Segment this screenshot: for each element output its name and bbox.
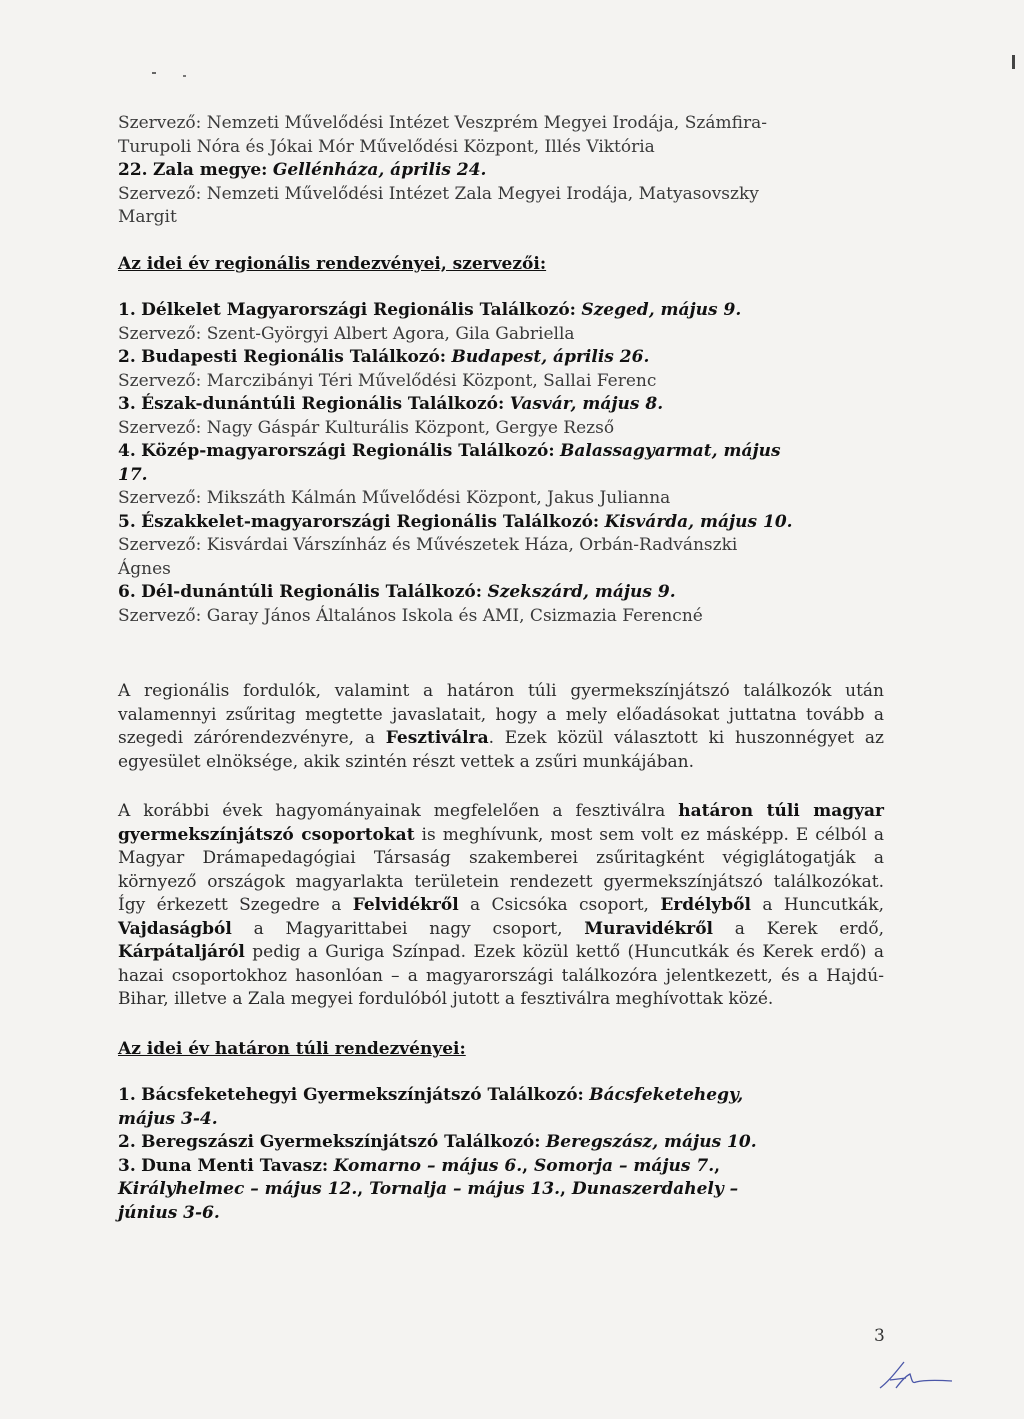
- regional-item: [118, 393, 884, 417]
- item-number: 5.: [118, 511, 136, 532]
- item-title: Bácsfeketehegyi Gyermekszínjátszó Találkozó:: [141, 1085, 584, 1105]
- item-place-date: Budapest, április 26.: [451, 347, 650, 367]
- region-muravidek: Muravidékről: [584, 918, 714, 939]
- paragraph-selection: [118, 680, 884, 774]
- item-place-date: Komarno – május 6.: [333, 1155, 523, 1176]
- item-place-date: Kisvárda, május 10.: [604, 511, 793, 532]
- item-title: Észak-dunántúli Regionális Találkozó:: [141, 394, 505, 414]
- paragraph-text: A korábbi évek hagyományainak megfelelően a fesztiválra: [118, 801, 679, 821]
- region-felvidek: Felvidékről: [352, 895, 459, 915]
- scan-speck: [152, 72, 156, 74]
- regional-item: [118, 299, 884, 323]
- item-number: 1.: [118, 300, 136, 320]
- item-number: 3.: [118, 1155, 136, 1176]
- regional-item: [118, 346, 884, 370]
- paragraph-text: a Huncutkák,: [750, 895, 884, 915]
- organizer-line: Turupoli Nóra és Jókai Mór Művelődési Központ, Illés Viktória: [118, 136, 655, 157]
- regional-list: [118, 299, 884, 628]
- item-place-date: Balassagyarmat, május: [560, 441, 781, 461]
- county-entry: [118, 159, 884, 183]
- item-title: Közép-magyarországi Regionális Találkozó:: [141, 441, 555, 461]
- paragraph-text: a Kerek erdő,: [713, 918, 884, 939]
- item-title: Délkelet Magyarországi Regionális Találkozó:: [141, 300, 576, 320]
- item-title: Dél-dunántúli Regionális Találkozó:: [141, 582, 483, 602]
- paragraph-text: A regionális fordulók, valamint a határon túli gyermekszínjátszó találkozók után valamennyi zsűritag megtette javaslatait, hogy a mely előadásokat juttatna tovább a szegedi zárórendezvényre, a: [118, 681, 884, 748]
- item-title: Budapesti Regionális Találkozó:: [141, 347, 447, 367]
- item-number: 2.: [118, 347, 136, 367]
- item-place-date: Beregszász, május 10.: [545, 1132, 757, 1152]
- item-number: 4.: [118, 441, 136, 461]
- paragraph-text: is meghívunk, most sem volt ez másképp. E célból a Magyar Drámapedagógiai Társaság szakemberei zsűritagként végiglátogatják a környező országok magyarlakta területein rendezett gyermekszínjátszó találkozókat. Így érkezett Szegedre a: [118, 824, 884, 915]
- document-page: [118, 112, 884, 1225]
- paragraph-bold: határon túli magyar gyermekszínjátszó csoportokat: [118, 801, 884, 845]
- section-heading-regional: Az idei év regionális rendezvényei, szervezői:: [118, 253, 547, 274]
- scan-speck: [183, 75, 186, 77]
- page-number: 3: [874, 1326, 885, 1346]
- organizer-line: Szervező: Mikszáth Kálmán Művelődési Központ, Jakus Julianna: [118, 488, 671, 508]
- entry-place-date: Gellénháza, április 24.: [272, 160, 487, 180]
- scan-mark: [1012, 55, 1015, 69]
- organizer-line: Szervező: Nemzeti Művelődési Intézet Veszprém Megyei Irodája, Számfira-: [118, 113, 767, 133]
- section-heading-abroad: Az idei év határon túli rendezvényei:: [118, 1038, 466, 1059]
- item-number: 3.: [118, 394, 136, 414]
- item-place-date: Somorja – május 7.: [533, 1155, 715, 1176]
- item-place-date: Bácsfeketehegy,: [589, 1085, 744, 1105]
- organizer-line: Margit: [118, 207, 177, 227]
- organizer-line: Szervező: Kisvárdai Várszínház és Művészetek Háza, Orbán-Radvánszki: [118, 535, 738, 555]
- item-place-date: Királyhelmec – május 12.: [118, 1179, 358, 1199]
- entry-number: 22.: [118, 160, 148, 180]
- organizer-line: Ágnes: [118, 558, 171, 579]
- paragraph-bold: Fesztiválra: [385, 728, 489, 748]
- abroad-item-cont: Királyhelmec – május 12., Tornalja – május 13., Dunaszerdahely –: [118, 1179, 739, 1199]
- abroad-item: [118, 1084, 884, 1108]
- organizer-line: Szervező: Nemzeti Művelődési Intézet Zala Megyei Irodája, Matyasovszky: [118, 183, 759, 204]
- item-title: Északkelet-magyarországi Regionális Találkozó:: [141, 511, 600, 532]
- regional-item: [118, 440, 884, 464]
- item-place-date: Vasvár, május 8.: [509, 394, 664, 414]
- region-vajdasag: Vajdaságból: [118, 918, 232, 939]
- regional-item: [118, 511, 884, 535]
- item-place-date: Tornalja – május 13.: [369, 1179, 561, 1199]
- item-title: Beregszászi Gyermekszínjátszó Találkozó:: [141, 1132, 541, 1152]
- item-number: 2.: [118, 1132, 136, 1152]
- organizer-line: Szervező: Nagy Gáspár Kulturális Központ, Gergye Rezső: [118, 417, 615, 438]
- paragraph-text: a Magyarittabei nagy csoport,: [231, 918, 585, 939]
- item-place-date: Szekszárd, május 9.: [487, 582, 676, 602]
- paragraph-text: . Ezek közül választott ki huszonnégyet az egyesület elnöksége, akik szintén részt vettek a zsűri munkájában.: [118, 728, 884, 772]
- item-place-date: Dunaszerdahely –: [571, 1179, 739, 1199]
- signature-initials: [876, 1358, 956, 1392]
- organizer-line: Szervező: Garay János Általános Iskola és AMI, Csizmazia Ferencné: [118, 605, 703, 626]
- abroad-item: 3. Duna Menti Tavasz: Komarno – május 6., Somorja – május 7.,: [118, 1155, 721, 1176]
- paragraph-text: pedig a Guriga Színpad. Ezek közül kettő (Huncutkák és Kerek erdő) a hazai csoportokhoz hasonlóan – a magyarországi találkozóra jelentkezett, és a Hajdú-Bihar, illetve a Zala megyei fordulóból jutott a fesztiválra meghívottak közé.: [118, 942, 884, 1009]
- abroad-list: [118, 1084, 884, 1225]
- region-karpatalja: Kárpátaljáról: [118, 942, 245, 962]
- paragraph-text: a Csicsóka csoport,: [458, 895, 661, 915]
- item-number: 6.: [118, 582, 136, 602]
- organizer-line: Szervező: Szent-Györgyi Albert Agora, Gila Gabriella: [118, 323, 575, 344]
- paragraph-cross-border: [118, 800, 884, 1012]
- item-place-date: Szeged, május 9.: [581, 300, 742, 320]
- item-title: Duna Menti Tavasz:: [141, 1155, 329, 1176]
- abroad-item: [118, 1131, 884, 1155]
- organizer-line: Szervező: Marczibányi Téri Művelődési Központ, Sallai Ferenc: [118, 370, 657, 391]
- item-place-date-cont: május 3-4.: [118, 1108, 218, 1129]
- entry-title: Zala megye:: [152, 160, 268, 180]
- item-place-date-cont: június 3-6.: [118, 1202, 220, 1223]
- regional-item: [118, 581, 884, 605]
- region-erdely: Erdélyből: [660, 895, 751, 915]
- item-place-date-cont: 17.: [118, 464, 148, 485]
- item-number: 1.: [118, 1085, 136, 1105]
